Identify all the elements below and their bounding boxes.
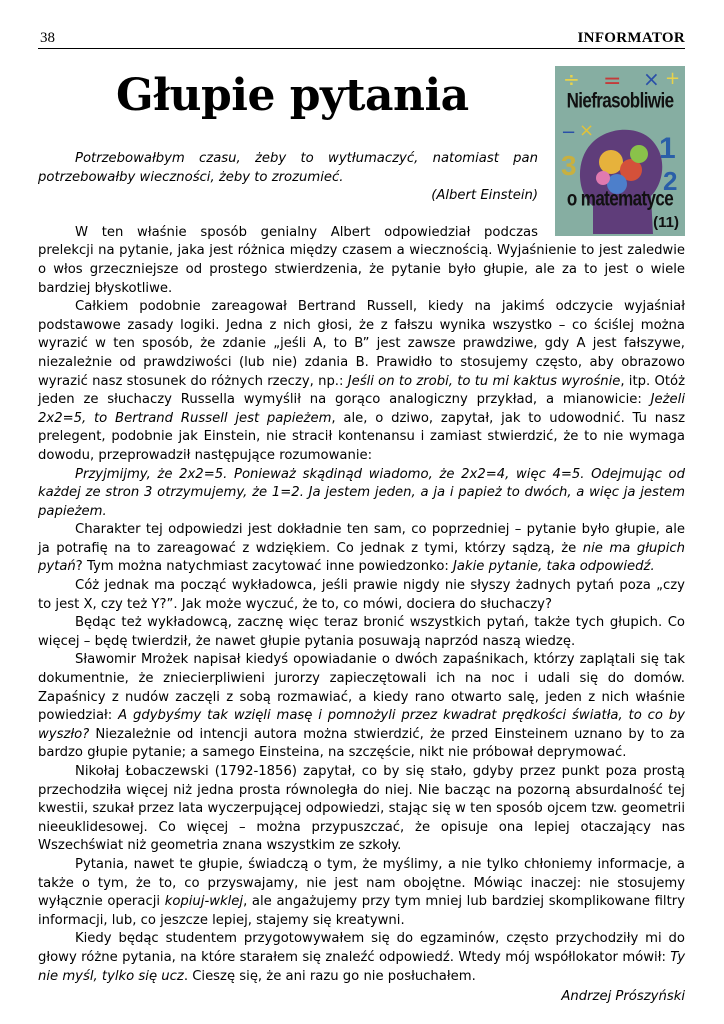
paragraph-10 — [38, 930, 685, 986]
column-logo-title-line2: o matematyce — [566, 186, 674, 211]
paragraph-9 — [38, 856, 685, 930]
motto-author: (Albert Einstein) — [431, 188, 538, 204]
svg-text:−: − — [561, 122, 577, 143]
paragraph-6: Będąc też wykładowcą, zacznę więc teraz bronić wszystkich pytań, także tych głupich. Co więcej – będę twierdził, że nawet głupie pytania posuwają naprzód naszą wiedzę. — [38, 615, 685, 649]
paragraph-9-text-a: Pytania, nawet te głupie, świadczą o tym, że myślimy, a nie tylko chłoniemy informacje, a także o tym, że to, co przyswajamy, nie jest nam obojętne. Mówiąc inaczej: nie stosujemy wyłącznie operacji — [38, 856, 685, 910]
paragraph-9-term: kopiuj-wklej — [164, 894, 244, 910]
paragraph-7-text-b: Niezależnie od intencji autora można stwierdzić, że przed Einsteinem uznano by to za bardzo głupie pytanie; a samego Einsteina, na szczęście, nikt nie próbował deprymować. — [38, 726, 685, 761]
paragraph-7 — [38, 651, 685, 763]
svg-text:÷: ÷ — [563, 67, 580, 91]
svg-text:×: × — [579, 120, 595, 141]
svg-text:=: = — [603, 69, 622, 94]
paragraph-8: Nikołaj Łobaczewski (1792-1856) zapytał, co by się stało, gdyby przez punkt poza prostą przechodziła więcej niż jedna prosta równoległa do niej. Nie bacząc na pozorną absurdalność tej kwestii, szukał przez lata wyczerpującej odpowiedzi, stając się w ten sposób ojcem tzw. geometrii nieeuklidesowej. Co więcej – można przypuszczać, że opisuje ona lepiej otaczający nas Wszechświat niż geometria znana wszystkim ze szkoły. — [38, 764, 685, 854]
author-signature: Andrzej Prószyński — [561, 989, 685, 1005]
svg-text:+: + — [665, 68, 681, 89]
column-logo-numeral-3: 3 — [561, 150, 577, 181]
column-logo-title-line1: Niefrasobliwie — [566, 88, 674, 113]
paragraph-1-rest: prelekcji na pytanie, jaka jest różnica między czasem a wiecznością. Wyjaśnienie to jest zaledwie o włos grzeczniejsze od prostego stwierdzenia, że pytanie było głupie, ale za to jest o wiele bardziej błyskotliwe. — [38, 243, 685, 296]
paragraph-1-first-line: W ten właśnie sposób genialny Albert odpowiedział podczas — [75, 224, 538, 240]
paragraph-3-proof — [38, 466, 685, 522]
paragraph-4 — [38, 521, 685, 577]
paragraph-10-text-a: Kiedy będąc studentem przygotowywałem się do egzaminów, często przychodziły mi do głowy różne pytania, na które starałem się znaleźć odpowiedź. Wtedy mój współlokator mówił: — [38, 931, 685, 965]
paragraph-5: Cóż jednak ma począć wykładowca, jeśli prawie nigdy nie słyszy żadnych pytań poza „czy to jest X, czy też Y?”. Jak może wyczuć, że to, co mówi, dociera do słuchaczy? — [38, 578, 685, 612]
paragraph-4-text-b: ? Tym można natychmiast zacytować inne powiedzonko: — [75, 559, 454, 575]
paragraph-2 — [38, 298, 685, 465]
column-logo-numeral-2: 2 — [663, 166, 678, 196]
page-number: 38 — [40, 30, 55, 46]
paragraph-7-text-a: Sławomir Mrożek napisał kiedyś opowiadanie o dwóch zapaśnikach, którzy zaplątali się tak dokumentnie, że zniecierpliwieni jurorzy zapieczętowali ich na noc i udali się do domów. Zapaśnicy z nudów zaczęli z sobą rozmawiać, a kiedy rano otwarto salę, jeden z nich właśnie powiedział: — [38, 652, 685, 724]
article-body — [38, 150, 685, 1007]
paragraph-9-text-b: , ale angażujemy przy tym mniej lub bardziej skomplikowane filtry informacji, lub, co jeszcze lepiej, stajemy się kreatywni. — [38, 894, 685, 928]
paragraph-2-quote-1: Jeśli on to zrobi, to tu mi kaktus wyrośnie — [347, 373, 621, 389]
paragraph-7-quote: A gdybyśmy tak wzięli masę i pomnożyli przez kwadrat prędkości światła, to co by wyszło? — [38, 708, 685, 742]
paragraph-4-quote-1: nie ma głupich pytań — [38, 540, 685, 575]
motto-quote: Potrzebowałbym czasu, żeby to wytłumaczyć, natomiast pan potrzebowałby wieczności, żeby to zrozumieć. — [38, 151, 538, 185]
paragraph-4-quote-2: Jakie pytanie, taka odpowiedź. — [453, 559, 655, 575]
paragraph-2-text-c: , ale, o dziwo, zapytał, jak to udowodnić. Tu nasz prelegent, podobnie jak Einstein, nie stracił kontenansu i zamiast stwierdzić, że to nie wymaga dowodu, przeprowadził następujące rozumowanie: — [38, 410, 685, 463]
paragraph-2-quote-2: Jeżeli 2x2=5, to Bertrand Russell jest papieżem — [38, 392, 685, 426]
paragraph-10-quote: Ty nie myśl, tylko się ucz — [38, 949, 685, 984]
paragraph-2-text-a: Całkiem podobnie zareagował Bertrand Russell, kiedy na jakimś odczycie wyjaśniał podstawowe zasady logiki. Jedna z nich głosi, że z fałszu wynika wszystko – co ściślej można wyrazić w ten sposób, że zdanie „jeśli A, to B” jest zawsze prawdziwe, gdy A jest fałszywe, niezależnie od prawdziwości (lub nie) zdania B. Prawidło to stosujemy często, aby obrazowo wyrazić nasz stosunek do różnych rzeczy, np.: — [38, 299, 685, 389]
paragraph-3-text: Przyjmijmy, że 2x2=5. Ponieważ skądinąd wiadomo, że 2x2=4, więc 4=5. Odejmując od każdej ze stron 3 otrzymujemy, że 1=2. Ja jestem jeden, a ja i papież to dwóch, a więc ja jestem papieżem. — [38, 466, 685, 519]
page-header — [38, 28, 685, 49]
paragraph-10-text-b: . Cieszę się, że ani razu go nie posłuchałem. — [183, 968, 476, 984]
paragraph-2-text-b: , itp. Otóż jeden ze słuchaczy Russella wymyślił na gorąco analogiczny przykład, a mianowicie: — [38, 373, 685, 408]
column-issue-number: (11) — [653, 214, 679, 231]
column-logo-numeral-1: 1 — [659, 132, 676, 165]
article-title: Głupie pytania — [116, 70, 469, 121]
running-title: INFORMATOR — [577, 30, 685, 46]
paragraph-4-text-a: Charakter tej odpowiedzi jest dokładnie ten sam, co poprzedniej – pytanie było głupie, ale ja potrafię na to zareagować z wdziękiem. Co jednak z tymi, którzy sądzą, że — [38, 522, 685, 556]
svg-text:×: × — [643, 67, 660, 91]
